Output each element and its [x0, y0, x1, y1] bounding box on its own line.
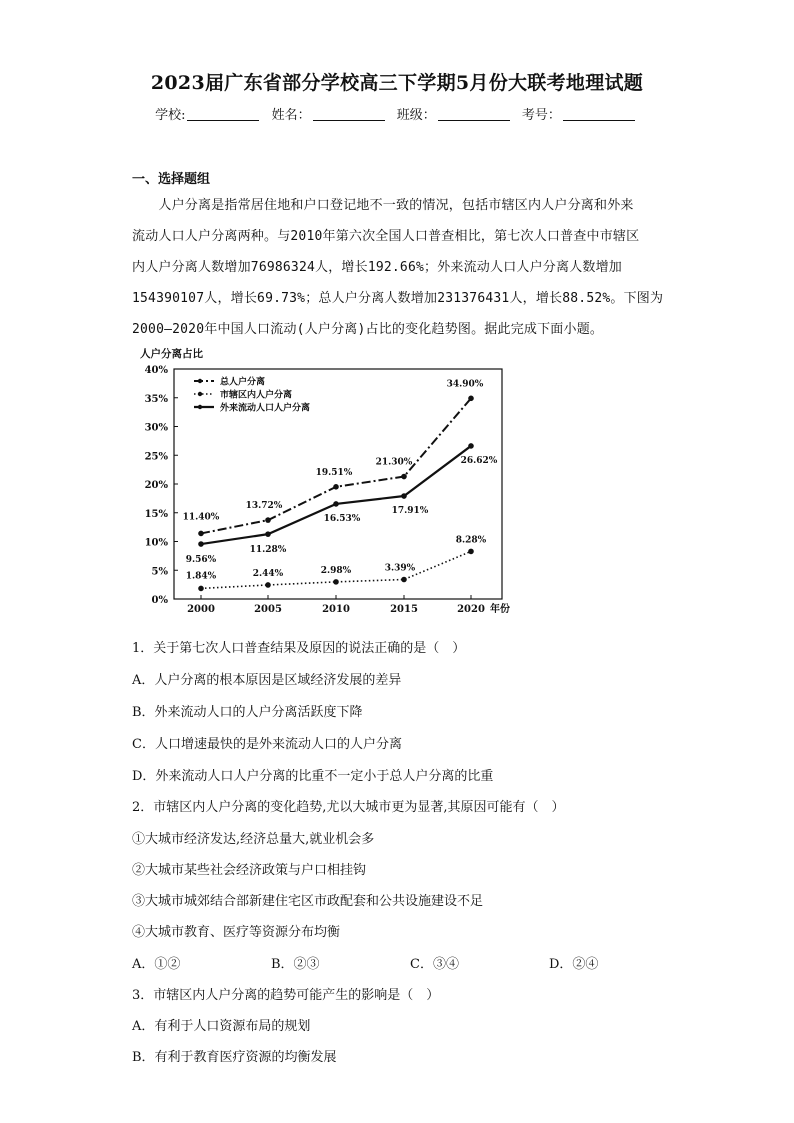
x-tick-label: 2000 — [187, 604, 215, 615]
data-label: 2.98% — [320, 565, 352, 576]
chart-svg — [140, 343, 530, 618]
y-tick-label: 40% — [144, 365, 168, 376]
page-title: 2023届广东省部分学校高三下学期5月份大联考地理试题 — [150, 72, 644, 94]
y-tick-label: 35% — [144, 393, 168, 405]
x-tick-label: 2015 — [390, 604, 418, 615]
data-label: 16.53% — [323, 513, 361, 524]
passage-line: 154390107人，增长69.73%；总人户分离人数增加231376431人，增长88.52%。下图为 — [132, 291, 664, 306]
y-tick-label: 10% — [144, 537, 168, 549]
y-tick-label: 20% — [144, 480, 168, 491]
data-point — [401, 493, 407, 499]
y-axis-title: 人户分离占比 — [140, 348, 203, 360]
data-label: 19.51% — [315, 467, 353, 478]
name-label: 姓名： — [271, 108, 311, 123]
school-blank[interactable] — [187, 108, 259, 121]
y-tick-label: 15% — [144, 508, 168, 520]
legend-label: 市辖区内人户分离 — [220, 390, 293, 401]
data-point — [333, 501, 339, 507]
data-point — [401, 474, 407, 480]
data-point — [468, 396, 474, 402]
exam-number-blank[interactable] — [563, 108, 635, 121]
legend-label: 外来流动人口人户分离 — [220, 403, 311, 414]
legend-marker — [198, 392, 202, 396]
q2-statement-3: ③大城市城郊结合部新建住宅区市政配套和公共设施建设不足 — [132, 894, 484, 909]
y-tick-label: 5% — [151, 566, 168, 578]
data-point — [198, 586, 204, 592]
data-point — [265, 517, 271, 523]
q2-statement-2: ②大城市某些社会经济政策与户口相挂钩 — [132, 863, 367, 878]
population-chart — [140, 343, 530, 618]
q2-choice-c[interactable]: C．③④ — [410, 957, 459, 972]
y-tick-label: 0% — [151, 595, 168, 606]
data-label: 13.72% — [245, 501, 283, 512]
y-tick-label: 25% — [144, 451, 168, 463]
data-label: 8.28% — [455, 535, 487, 546]
q2-choice-b[interactable]: B．②③ — [271, 957, 320, 972]
series-line-3 — [201, 446, 471, 544]
data-label: 2.44% — [252, 568, 284, 579]
class-label: 班级： — [396, 108, 436, 123]
data-point — [468, 443, 474, 449]
data-point — [198, 531, 204, 537]
student-info-row — [0, 104, 794, 123]
data-point — [401, 577, 407, 583]
data-label: 17.91% — [391, 506, 429, 517]
data-point — [468, 549, 474, 555]
legend-label: 总人户分离 — [220, 377, 266, 388]
passage — [132, 190, 662, 345]
q2-choice-d[interactable]: D．②④ — [549, 957, 599, 972]
x-tick-label: 2010 — [322, 604, 350, 615]
school-label: 学校: — [155, 108, 186, 123]
data-point — [333, 484, 339, 490]
question-1-stem: 1．关于第七次人口普查结果及原因的说法正确的是（ ） — [132, 641, 466, 656]
data-point — [198, 541, 204, 547]
data-label: 34.90% — [446, 379, 484, 390]
exam-number-label: 考号： — [521, 108, 561, 123]
data-point — [333, 579, 339, 585]
q2-statement-4: ④大城市教育、医疗等资源分布均衡 — [132, 925, 341, 940]
legend-marker — [198, 379, 202, 383]
q2-statement-1: ①大城市经济发达,经济总量大,就业机会多 — [132, 832, 375, 847]
q2-choice-a[interactable]: A．①② — [132, 957, 181, 972]
data-label: 11.28% — [249, 545, 287, 556]
name-blank[interactable] — [313, 108, 385, 121]
q2-choices — [132, 953, 692, 972]
data-point — [265, 531, 271, 537]
q1-option-d[interactable]: D．外来流动人口人户分离的比重不一定小于总人户分离的比重 — [132, 769, 494, 784]
q1-option-a[interactable]: A．人户分离的根本原因是区域经济发展的差异 — [132, 673, 402, 688]
data-label: 11.40% — [182, 512, 220, 523]
data-label: 1.84% — [185, 571, 217, 582]
data-label: 26.62% — [460, 455, 498, 466]
x-axis-title: 年份 — [490, 604, 510, 615]
class-blank[interactable] — [438, 108, 510, 121]
passage-line: 人户分离是指常居住地和户口登记地不一致的情况，包括市辖区内人户分离和外来 — [132, 198, 634, 213]
q1-option-b[interactable]: B．外来流动人口的人户分离活跃度下降 — [132, 705, 363, 720]
passage-line: 2000—2020年中国人口流动(人户分离)占比的变化趋势图。据此完成下面小题。 — [132, 322, 604, 337]
section-title: 一、选择题组 — [132, 172, 211, 187]
q3-option-a[interactable]: A．有利于人口资源布局的规划 — [132, 1019, 311, 1034]
data-point — [265, 582, 271, 588]
q3-option-b[interactable]: B．有利于教育医疗资源的均衡发展 — [132, 1050, 337, 1065]
question-3-stem: 3．市辖区内人户分离的趋势可能产生的影响是（ ） — [132, 988, 440, 1003]
y-tick-label: 30% — [144, 422, 168, 434]
x-tick-label: 2005 — [254, 604, 282, 615]
data-label: 21.30% — [375, 457, 413, 468]
passage-line: 流动人口人户分离两种。与2010年第六次全国人口普查相比，第七次人口普查中市辖区 — [132, 229, 640, 244]
x-tick-label: 2020 — [457, 604, 485, 615]
passage-line: 内人户分离人数增加76986324人，增长192.66%；外来流动人口人户分离人数增加 — [132, 260, 623, 275]
q1-option-c[interactable]: C．人口增速最快的是外来流动人口的人户分离 — [132, 737, 402, 752]
data-label: 3.39% — [384, 563, 416, 574]
data-label: 9.56% — [185, 555, 217, 566]
question-2-stem: 2．市辖区内人户分离的变化趋势,尤以大城市更为显著,其原因可能有（ ） — [132, 800, 565, 815]
legend-marker — [198, 405, 202, 409]
